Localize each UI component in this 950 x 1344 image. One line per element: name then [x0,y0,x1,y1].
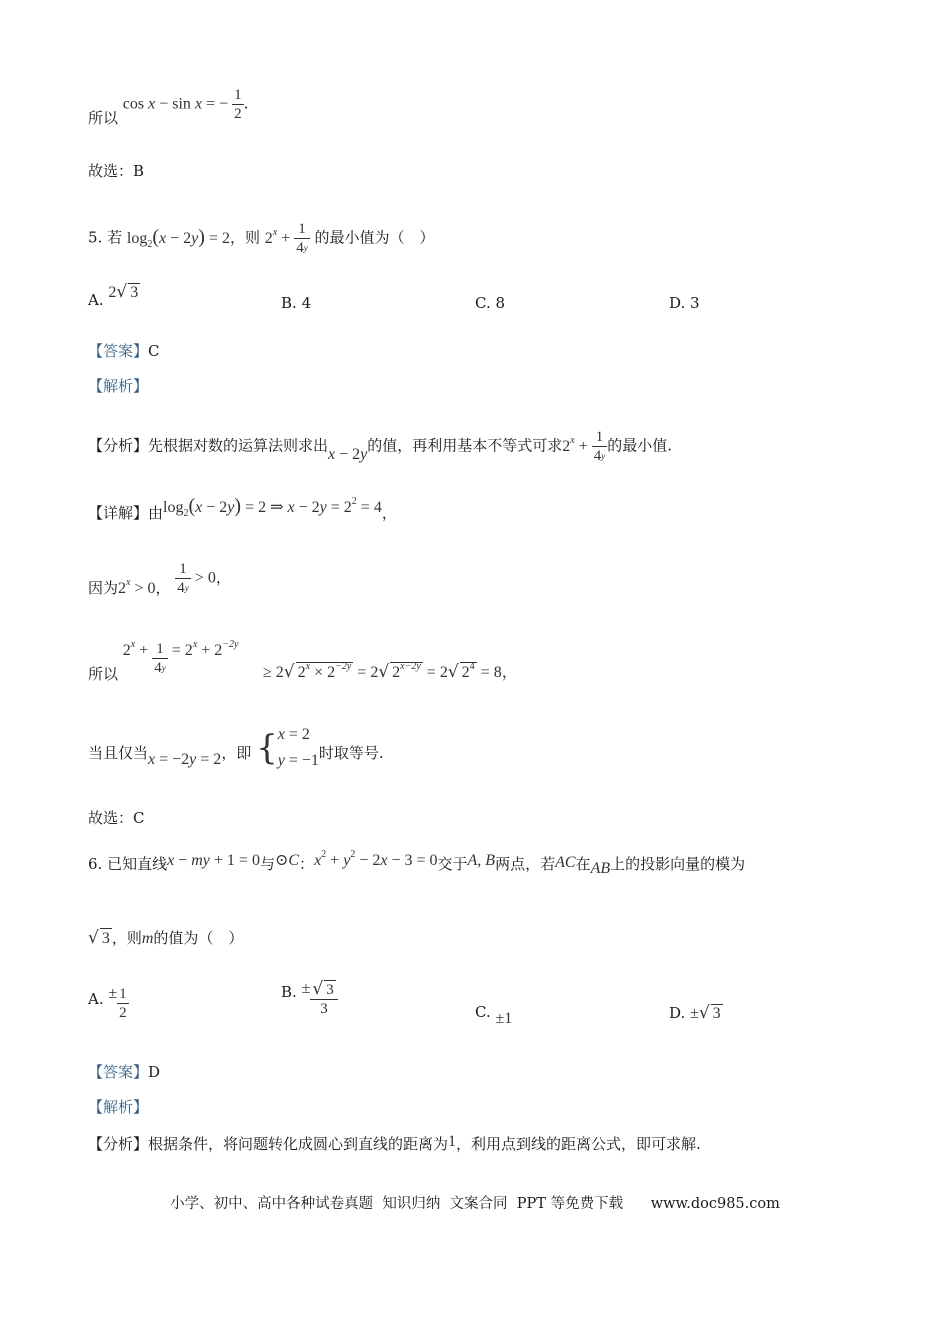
q5-option-c[interactable] [475,294,505,312]
answer-value: D [148,1063,161,1081]
option-letter: B. [281,983,297,1001]
equation-system: x = 2 y = −1 [277,726,319,769]
formula-sqrt3: √ 3 [88,928,110,948]
formula-pm-sqrt3: ±√ 3 [690,1003,721,1023]
comma: ， [381,504,397,522]
q5-answer [88,341,160,361]
text-equality: 时取等号. [318,744,384,762]
q5-stem [88,220,435,257]
option-letter: B. [281,294,297,312]
formula-ab-vector: AB [590,860,611,877]
fenxi-label: 【分析】 [88,1135,149,1153]
fraction-one-over-4y: $\frac{1}{4^y}$ [593,429,606,464]
q5-option-a[interactable] [88,282,140,310]
q6-text: 交于 [437,855,468,873]
q6-option-b[interactable] [281,980,338,1018]
q6-text: ： [299,855,315,873]
formula-positive: > 0 [190,569,216,587]
answer-label: 【答案】 [88,342,149,360]
q6-stem-2 [88,928,243,949]
choice-line-b: 故选：B [88,162,145,180]
circle-c-symbol: ⊙C [274,852,300,869]
fenxi-text: 根据条件，将问题转化成圆心到直线的距离为 [148,1135,449,1153]
text-you: 由 [148,504,164,522]
text-yinwei: 因为 [88,578,119,597]
option-letter: C. [475,1003,491,1021]
q6-text: 已知直线 [107,855,168,873]
text-suoyi: 所以 [88,108,119,127]
q5-analysis-label [88,376,148,396]
fenxi-text: 的最小值. [607,436,673,455]
q6-option-c[interactable] [475,1003,513,1027]
option-value: 8 [495,294,506,312]
q5-detail-1 [88,495,397,526]
answer-label: 【答案】 [88,1063,149,1081]
formula-ineq-eq: = $2^x + 2^{-2y}$ [167,639,239,659]
q5-option-d[interactable] [669,294,700,312]
text-dangqiejindang: 当且仅当 [88,744,149,762]
formula-ineq-rhs: ≥ 2√ $2^x \times 2^{-2y} = 2√$ $2^{x-2y} = 2√$ $2^4 = 8$， [263,662,518,685]
q6-text: 的值为（ ） [153,929,244,947]
q5-detail-3 [88,639,518,683]
formula-2sqrt3: 2√ 3 [108,282,139,302]
number-one: 1 [448,1133,457,1150]
text-ze: ，则 [229,228,260,247]
text-ji: ，即 [221,744,252,762]
q6-answer [88,1062,160,1082]
fraction-one-over-4y: $\frac{1}{4^y}$ [296,221,308,256]
choice-line-c: 故选：C [88,809,145,827]
option-value: 4 [301,294,312,312]
text-suoyi: 所以 [88,665,119,683]
comma: ， [215,568,231,587]
fenxi-text: 先根据对数的运算法则求出 [148,436,329,455]
q5-fenxi [88,428,672,465]
option-letter: A. [88,291,104,309]
q6-option-a[interactable] [88,985,129,1022]
q6-stem-1 [88,849,746,877]
text-ruo: 若 [107,228,123,247]
q6-text: 在 [575,855,591,873]
q6-number: 6. [88,855,103,873]
conclusion-line [88,86,249,127]
analysis-label: 【解析】 [88,377,149,395]
q6-fenxi [88,1134,701,1155]
fraction-one-over-4y: $\frac{1}{4^y}$ [154,641,166,676]
formula-circle: $x^2 + y^2 - 2x - 3 = 0$ [314,849,438,869]
option-value: 3 [690,294,700,312]
q5-number: 5. [88,228,103,247]
variable-m: m [141,930,154,947]
q6-text: 上的投影向量的模为 [610,855,746,873]
q6-text: 两点，若 [495,855,556,873]
formula-line: x − my + 1 = 0 [167,852,260,869]
formula-pm1: ±1 [495,1010,513,1027]
detail-label: 【详解】 [88,504,149,522]
text-min-value: 的最小值为（ ） [314,228,435,247]
fenxi-label: 【分析】 [88,436,149,455]
option-letter: D. [669,294,686,312]
formula-log-to-4: $\log_2(x - 2y) = 2$ ⇒ $x - 2y = 2^2 = 4$ [163,495,382,519]
option-letter: A. [88,989,104,1008]
formula-2x-positive: $2^x > 0$ [118,576,156,597]
q5-option-b[interactable] [281,294,311,312]
fenxi-text: 的值，再利用基本不等式可求 [367,436,563,455]
answer-value: C [148,342,160,360]
formula-pm: ± [108,984,118,1002]
q6-text: ，则 [111,929,142,947]
formula-log-condition: $\log_2(x - 2y) = 2$ [126,225,230,250]
fraction-half: $\frac{1}{2}$ [234,87,242,122]
period: . [243,94,249,113]
formula-ac: AC [555,854,576,871]
formula-ineq-lhs: $2^x$ + [122,639,153,659]
formula-target: $2^x$ + [562,434,592,455]
q6-text: 与 [259,855,275,873]
formula-cos-sin: cos x − sin x = − [122,95,233,113]
analysis-label: 【解析】 [88,1098,149,1116]
option-letter: D. [669,1004,686,1022]
q6-analysis-label [88,1097,148,1117]
fraction-one-over-4y: $\frac{1}{4^y}$ [177,561,189,596]
q5-detail-4 [88,722,384,774]
formula-ab: A, B [467,852,496,869]
formula-target: $2^x$ + [264,226,295,247]
comma: ， [155,578,171,597]
fraction-half: $\frac{1}{2}$ [119,986,127,1021]
q5-detail-2 [88,560,231,597]
option-letter: C. [475,294,491,312]
formula-pm: ± [301,980,311,997]
brace-icon: { [256,728,278,768]
footer-text: 小学、初中、高中各种试卷真题 知识归纳 文案合同 PPT 等免费下载 www.doc985.com [170,1196,780,1212]
fraction-sqrt3-over-3: $\frac{√ 3}{3}$ [310,980,337,1018]
formula-x-2y: x − 2y [328,445,368,463]
q6-option-d[interactable] [669,1003,723,1023]
formula-equality-cond: x = −2y = 2 [148,751,222,768]
fenxi-text: ，利用点到线的距离公式，即可求解. [456,1135,701,1153]
